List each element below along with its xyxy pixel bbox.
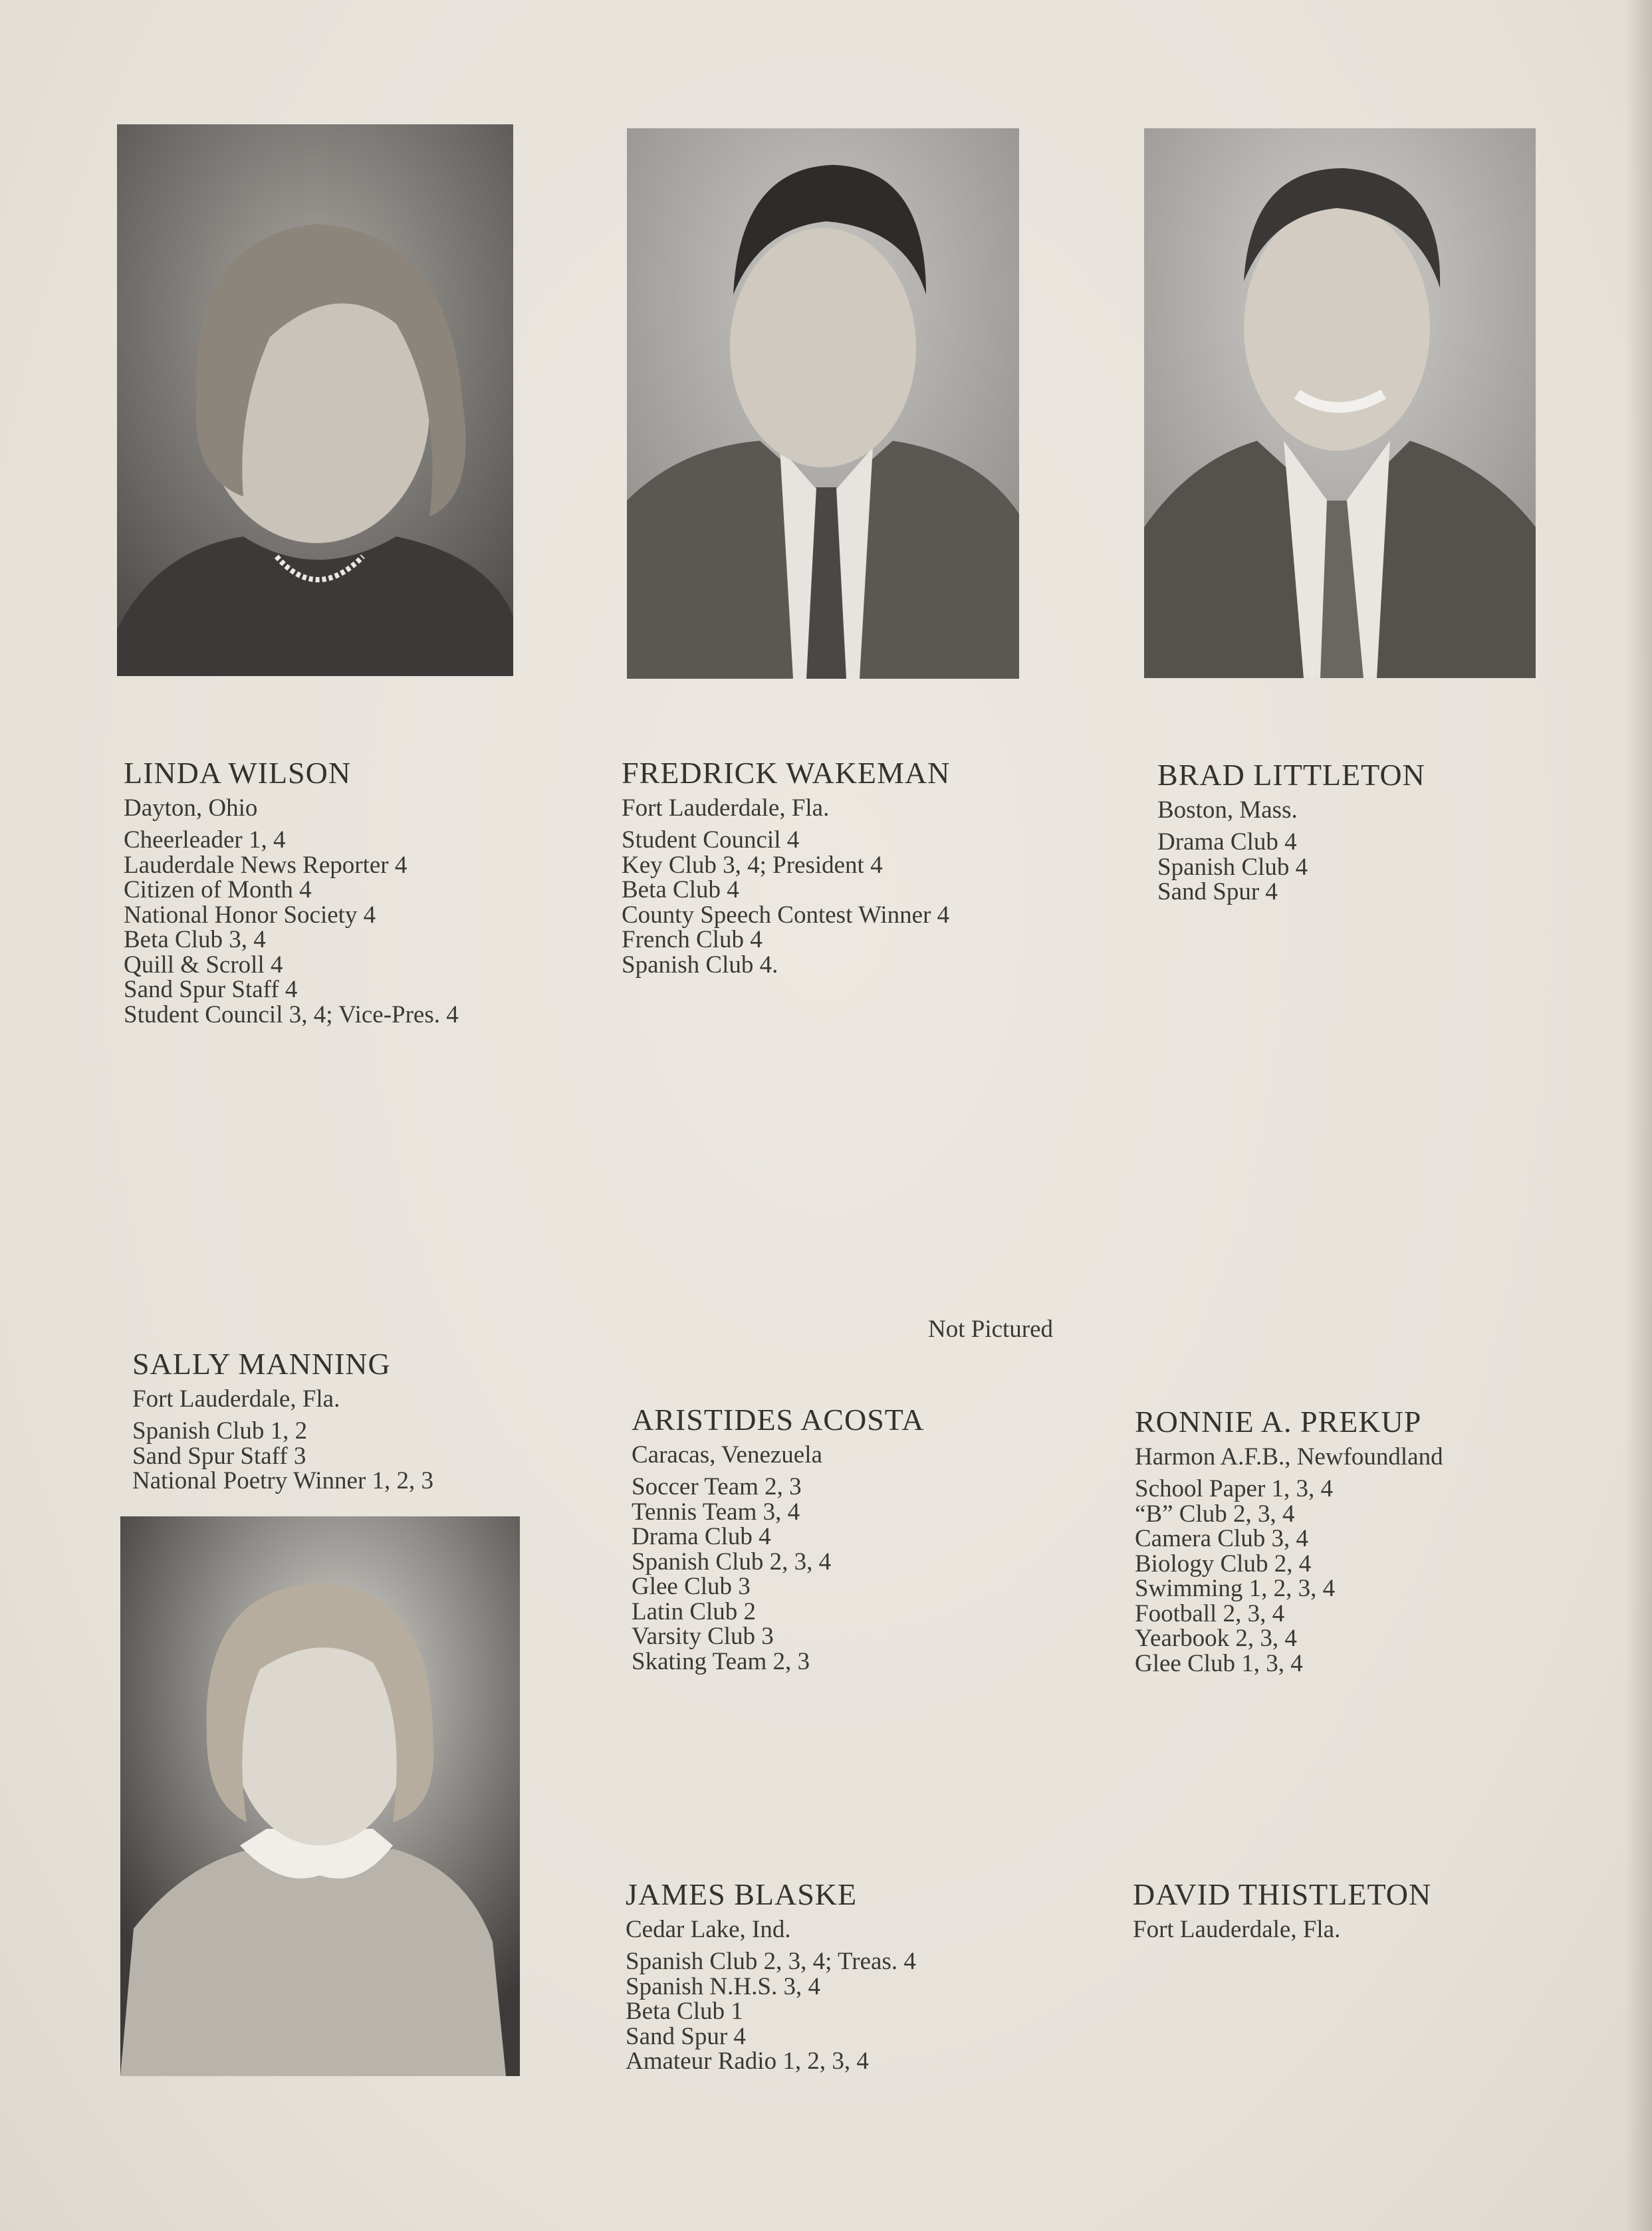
- portrait-fredrick-wakeman: [627, 128, 1019, 679]
- student-hometown: Fort Lauderdale, Fla.: [1133, 1916, 1341, 1943]
- activity-item: Beta Club 4: [622, 876, 739, 903]
- page-spine-shadow: [1625, 0, 1652, 2231]
- activity-item: Glee Club 3: [632, 1573, 751, 1600]
- student-name: ARISTIDES ACOSTA: [632, 1403, 925, 1437]
- activity-item: Student Council 4: [622, 826, 800, 854]
- activity-item: Beta Club 3, 4: [124, 926, 266, 953]
- activity-item: Biology Club 2, 4: [1135, 1550, 1312, 1578]
- student-name: JAMES BLASKE: [626, 1877, 858, 1911]
- student-hometown: Boston, Mass.: [1157, 796, 1298, 824]
- entry-sally-manning: [132, 1346, 433, 1494]
- activity-item: Spanish Club 2, 3, 4: [632, 1548, 832, 1576]
- student-hometown: Dayton, Ohio: [124, 794, 258, 822]
- activity-item: Student Council 3, 4; Vice-Pres. 4: [124, 1000, 459, 1028]
- activity-item: Beta Club 1: [626, 1998, 743, 2025]
- activity-list: [124, 828, 459, 1027]
- activity-item: Glee Club 1, 3, 4: [1135, 1649, 1303, 1677]
- activity-list: [622, 828, 950, 977]
- student-name: LINDA WILSON: [124, 756, 352, 790]
- portrait-brad-littleton: [1144, 128, 1536, 678]
- entry-fredrick-wakeman: [622, 755, 950, 977]
- activity-list: [132, 1419, 433, 1494]
- student-name: BRAD LITTLETON: [1157, 758, 1425, 792]
- activity-item: Camera Club 3, 4: [1135, 1525, 1309, 1552]
- student-hometown: Cedar Lake, Ind.: [626, 1916, 791, 1943]
- entry-brad-littleton: [1157, 757, 1425, 905]
- activity-item: Latin Club 2: [632, 1597, 757, 1625]
- activity-item: Spanish Club 2, 3, 4; Treas. 4: [626, 1948, 916, 1975]
- activity-item: Spanish Club 1, 2: [132, 1417, 308, 1445]
- entry-linda-wilson: [124, 755, 459, 1027]
- not-pictured-label: Not Pictured: [928, 1316, 1054, 1343]
- student-hometown: Caracas, Venezuela: [632, 1441, 822, 1468]
- activity-item: Amateur Radio 1, 2, 3, 4: [626, 2048, 869, 2075]
- activity-list: [632, 1474, 924, 1674]
- activity-item: Spanish N.H.S. 3, 4: [626, 1972, 820, 2000]
- student-name: RONNIE A. PREKUP: [1135, 1405, 1422, 1439]
- portrait-linda-wilson: [117, 124, 513, 676]
- activity-item: “B” Club 2, 3, 4: [1135, 1500, 1295, 1528]
- student-hometown: Fort Lauderdale, Fla.: [622, 794, 830, 822]
- activity-item: Swimming 1, 2, 3, 4: [1135, 1575, 1336, 1602]
- activity-item: National Poetry Winner 1, 2, 3: [132, 1467, 434, 1494]
- activity-item: Yearbook 2, 3, 4: [1135, 1625, 1297, 1652]
- student-name: DAVID THISTLETON: [1133, 1877, 1432, 1911]
- entry-ronnie-prekup: [1135, 1403, 1443, 1676]
- activity-item: Tennis Team 3, 4: [632, 1498, 800, 1526]
- activity-item: Key Club 3, 4; President 4: [622, 851, 883, 879]
- activity-item: Sand Spur 4: [1157, 878, 1278, 905]
- activity-list: [626, 1949, 916, 2074]
- student-name: SALLY MANNING: [132, 1347, 391, 1381]
- entry-james-blaske: [626, 1876, 916, 2074]
- student-hometown: Fort Lauderdale, Fla.: [132, 1385, 340, 1413]
- activity-item: National Honor Society 4: [124, 901, 376, 929]
- activity-item: Spanish Club 4: [1157, 853, 1308, 881]
- activity-item: School Paper 1, 3, 4: [1135, 1475, 1334, 1502]
- activity-item: Drama Club 4: [1157, 828, 1297, 856]
- activity-item: Sand Spur Staff 3: [132, 1442, 306, 1470]
- activity-item: Lauderdale News Reporter 4: [124, 851, 408, 879]
- activity-item: French Club 4: [622, 926, 763, 953]
- activity-item: Soccer Team 2, 3: [632, 1473, 802, 1500]
- activity-item: Cheerleader 1, 4: [124, 826, 286, 854]
- activity-item: Sand Spur 4: [626, 2022, 746, 2050]
- activity-list: [1135, 1476, 1443, 1676]
- activity-item: Skating Team 2, 3: [632, 1647, 810, 1675]
- activity-item: Sand Spur Staff 4: [124, 976, 298, 1003]
- activity-item: Quill & Scroll 4: [124, 951, 283, 979]
- activity-item: Football 2, 3, 4: [1135, 1599, 1285, 1627]
- student-hometown: Harmon A.F.B., Newfoundland: [1135, 1443, 1443, 1470]
- portrait-sally-manning: [120, 1516, 520, 2076]
- entry-aristides-acosta: [632, 1401, 924, 1674]
- activity-item: Varsity Club 3: [632, 1623, 774, 1650]
- activity-item: Citizen of Month 4: [124, 876, 312, 903]
- student-name: FREDRICK WAKEMAN: [622, 756, 951, 790]
- activity-item: Spanish Club 4.: [622, 951, 778, 979]
- activity-list: [1157, 830, 1425, 905]
- activity-item: Drama Club 4: [632, 1523, 771, 1550]
- activity-item: County Speech Contest Winner 4: [622, 901, 950, 929]
- entry-david-thistleton: [1133, 1876, 1431, 1949]
